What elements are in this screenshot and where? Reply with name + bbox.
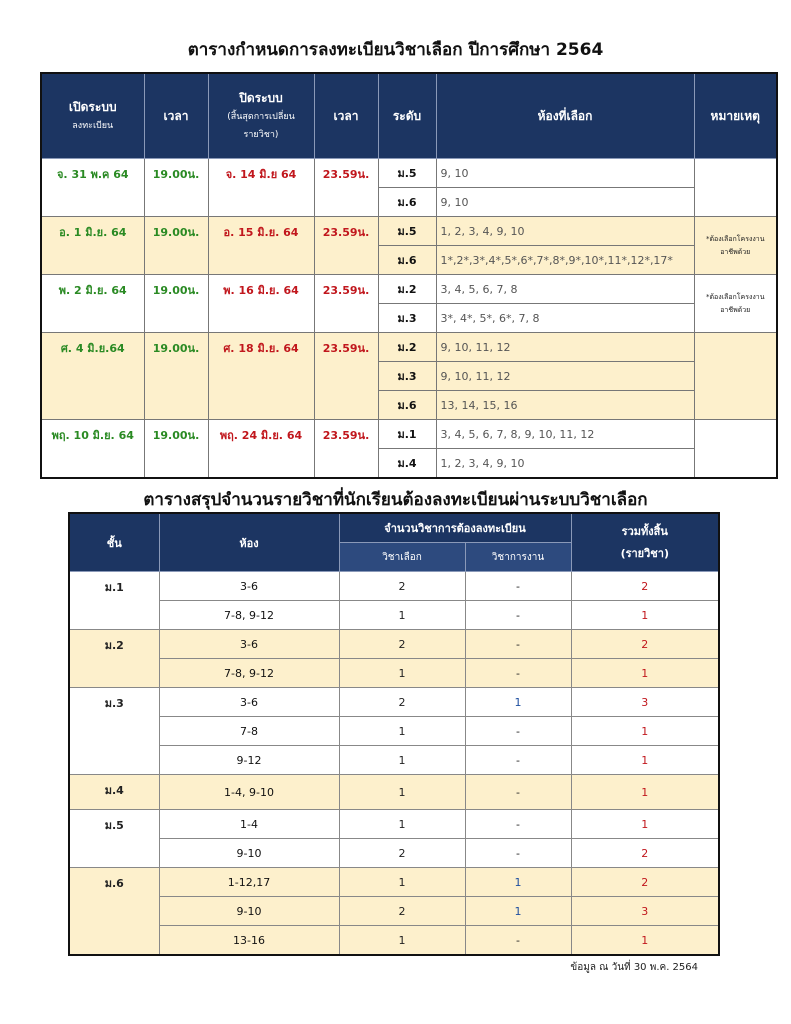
total-count: 2: [571, 630, 719, 659]
header-work: วิชาการงาน: [465, 543, 571, 572]
open-time: 19.00น.: [144, 217, 208, 275]
note: [694, 420, 777, 479]
room-range: 3-6: [159, 688, 339, 717]
summary-row: [69, 868, 719, 897]
total-count: 2: [571, 868, 719, 897]
header-level: ระดับ: [378, 73, 436, 159]
open-date: อ. 1 มิ.ย. 64: [41, 217, 144, 275]
summary-row: [69, 775, 719, 810]
elective-count: 2: [339, 630, 465, 659]
total-count: 2: [571, 839, 719, 868]
summary-row: [69, 839, 719, 868]
elective-count: 2: [339, 839, 465, 868]
level: ม.6: [378, 246, 436, 275]
summary-row: [69, 897, 719, 926]
level: ม.6: [378, 188, 436, 217]
elective-count: 2: [339, 897, 465, 926]
room-range: 7-8, 9-12: [159, 659, 339, 688]
total-count: 1: [571, 601, 719, 630]
open-date: พฤ. 10 มิ.ย. 64: [41, 420, 144, 479]
header-elective: วิชาเลือก: [339, 543, 465, 572]
rooms: 1, 2, 3, 4, 9, 10: [436, 217, 694, 246]
rooms: 9, 10, 11, 12: [436, 362, 694, 391]
total-count: 1: [571, 717, 719, 746]
level: ม.4: [378, 449, 436, 479]
open-time: 19.00น.: [144, 275, 208, 333]
close-date: พฤ. 24 มิ.ย. 64: [208, 420, 314, 479]
level: ม.1: [378, 420, 436, 449]
level: ม.3: [378, 304, 436, 333]
rooms: 3, 4, 5, 6, 7, 8: [436, 275, 694, 304]
note: [694, 333, 777, 420]
room-range: 1-4, 9-10: [159, 775, 339, 810]
close-time: 23.59น.: [314, 217, 378, 275]
registration-schedule-table: [40, 72, 778, 479]
work-count: -: [465, 630, 571, 659]
header-count: จำนวนวิชาการต้องลงทะเบียน: [339, 513, 571, 543]
room-range: 3-6: [159, 630, 339, 659]
room-range: 9-10: [159, 839, 339, 868]
open-date: จ. 31 พ.ค 64: [41, 159, 144, 217]
total-count: 3: [571, 688, 719, 717]
total-count: 1: [571, 926, 719, 956]
room-range: 9-10: [159, 897, 339, 926]
grade-level: ม.1: [69, 572, 159, 630]
total-count: 1: [571, 746, 719, 775]
grade-level: ม.6: [69, 868, 159, 956]
summary-title: ตารางสรุปจำนวนรายวิชาที่นักเรียนต้องลงทะเบียนผ่านระบบวิชาเลือก: [143, 490, 648, 510]
work-count: -: [465, 572, 571, 601]
schedule-row: [41, 420, 777, 449]
schedule-header-row: [41, 73, 777, 159]
grade-level: ม.3: [69, 688, 159, 775]
work-count: -: [465, 659, 571, 688]
level: ม.3: [378, 362, 436, 391]
header-rooms: ห้องที่เลือก: [436, 73, 694, 159]
elective-count: 2: [339, 572, 465, 601]
rooms: 9, 10, 11, 12: [436, 333, 694, 362]
close-time: 23.59น.: [314, 420, 378, 479]
work-count: -: [465, 839, 571, 868]
rooms: 3*, 4*, 5*, 6*, 7, 8: [436, 304, 694, 333]
subject-summary-table: [68, 512, 720, 956]
grade-level: ม.4: [69, 775, 159, 810]
elective-count: 1: [339, 746, 465, 775]
close-time: 23.59น.: [314, 159, 378, 217]
close-date: อ. 15 มิ.ย. 64: [208, 217, 314, 275]
total-count: 2: [571, 572, 719, 601]
grade-level: ม.5: [69, 810, 159, 868]
work-count: -: [465, 775, 571, 810]
note: *ต้องเลือกโครงงานอาชีพด้วย: [694, 217, 777, 275]
summary-row: [69, 659, 719, 688]
close-date: พ. 16 มิ.ย. 64: [208, 275, 314, 333]
work-count: -: [465, 601, 571, 630]
summary-row: [69, 630, 719, 659]
rooms: 13, 14, 15, 16: [436, 391, 694, 420]
open-date: พ. 2 มิ.ย. 64: [41, 275, 144, 333]
schedule-row: [41, 333, 777, 362]
rooms: 9, 10: [436, 188, 694, 217]
close-time: 23.59น.: [314, 275, 378, 333]
schedule-row: [41, 159, 777, 188]
header-grade: ชั้น: [69, 513, 159, 572]
elective-count: 1: [339, 775, 465, 810]
work-count: 1: [465, 897, 571, 926]
elective-count: 1: [339, 659, 465, 688]
work-count: -: [465, 926, 571, 956]
summary-row: [69, 717, 719, 746]
schedule-row: [41, 275, 777, 304]
header-close: ปิดระบบ (สิ้นสุดการเปลี่ยน รายวิชา): [208, 73, 314, 159]
room-range: 7-8, 9-12: [159, 601, 339, 630]
close-date: จ. 14 มิ.ย 64: [208, 159, 314, 217]
level: ม.5: [378, 217, 436, 246]
header-time-close: เวลา: [314, 73, 378, 159]
elective-count: 2: [339, 688, 465, 717]
work-count: -: [465, 717, 571, 746]
rooms: 9, 10: [436, 159, 694, 188]
elective-count: 1: [339, 926, 465, 956]
summary-row: [69, 746, 719, 775]
grade-level: ม.2: [69, 630, 159, 688]
total-count: 1: [571, 659, 719, 688]
room-range: 3-6: [159, 572, 339, 601]
close-time: 23.59น.: [314, 333, 378, 420]
open-time: 19.00น.: [144, 420, 208, 479]
open-date: ศ. 4 มิ.ย.64: [41, 333, 144, 420]
summary-row: [69, 810, 719, 839]
level: ม.6: [378, 391, 436, 420]
summary-row: [69, 572, 719, 601]
rooms: 3, 4, 5, 6, 7, 8, 9, 10, 11, 12: [436, 420, 694, 449]
schedule-title: ตารางกำหนดการลงทะเบียนวิชาเลือก ปีการศึกษา 2564: [187, 40, 604, 60]
header-total: รวมทั้งสิ้น (รายวิชา): [571, 513, 719, 572]
header-room: ห้อง: [159, 513, 339, 572]
room-range: 1-12,17: [159, 868, 339, 897]
level: ม.2: [378, 275, 436, 304]
level: ม.5: [378, 159, 436, 188]
summary-row: [69, 601, 719, 630]
room-range: 13-16: [159, 926, 339, 956]
schedule-row: [41, 217, 777, 246]
summary-row: [69, 926, 719, 956]
elective-count: 1: [339, 601, 465, 630]
work-count: 1: [465, 688, 571, 717]
header-note: หมายเหตุ: [694, 73, 777, 159]
work-count: 1: [465, 868, 571, 897]
close-date: ศ. 18 มิ.ย. 64: [208, 333, 314, 420]
header-open: เปิดระบบ ลงทะเบียน: [41, 73, 144, 159]
note: *ต้องเลือกโครงงานอาชีพด้วย: [694, 275, 777, 333]
elective-count: 1: [339, 717, 465, 746]
open-time: 19.00น.: [144, 159, 208, 217]
rooms: 1*,2*,3*,4*,5*,6*,7*,8*,9*,10*,11*,12*,17*: [436, 246, 694, 275]
total-count: 3: [571, 897, 719, 926]
summary-header-row: [69, 513, 719, 543]
note: [694, 159, 777, 217]
elective-count: 1: [339, 810, 465, 839]
work-count: -: [465, 810, 571, 839]
header-time-open: เวลา: [144, 73, 208, 159]
elective-count: 1: [339, 868, 465, 897]
room-range: 1-4: [159, 810, 339, 839]
work-count: -: [465, 746, 571, 775]
room-range: 7-8: [159, 717, 339, 746]
level: ม.2: [378, 333, 436, 362]
summary-row: [69, 688, 719, 717]
rooms: 1, 2, 3, 4, 9, 10: [436, 449, 694, 479]
open-time: 19.00น.: [144, 333, 208, 420]
room-range: 9-12: [159, 746, 339, 775]
total-count: 1: [571, 775, 719, 810]
data-date-note: ข้อมูล ณ วันที่ 30 พ.ค. 2564: [570, 962, 698, 973]
total-count: 1: [571, 810, 719, 839]
